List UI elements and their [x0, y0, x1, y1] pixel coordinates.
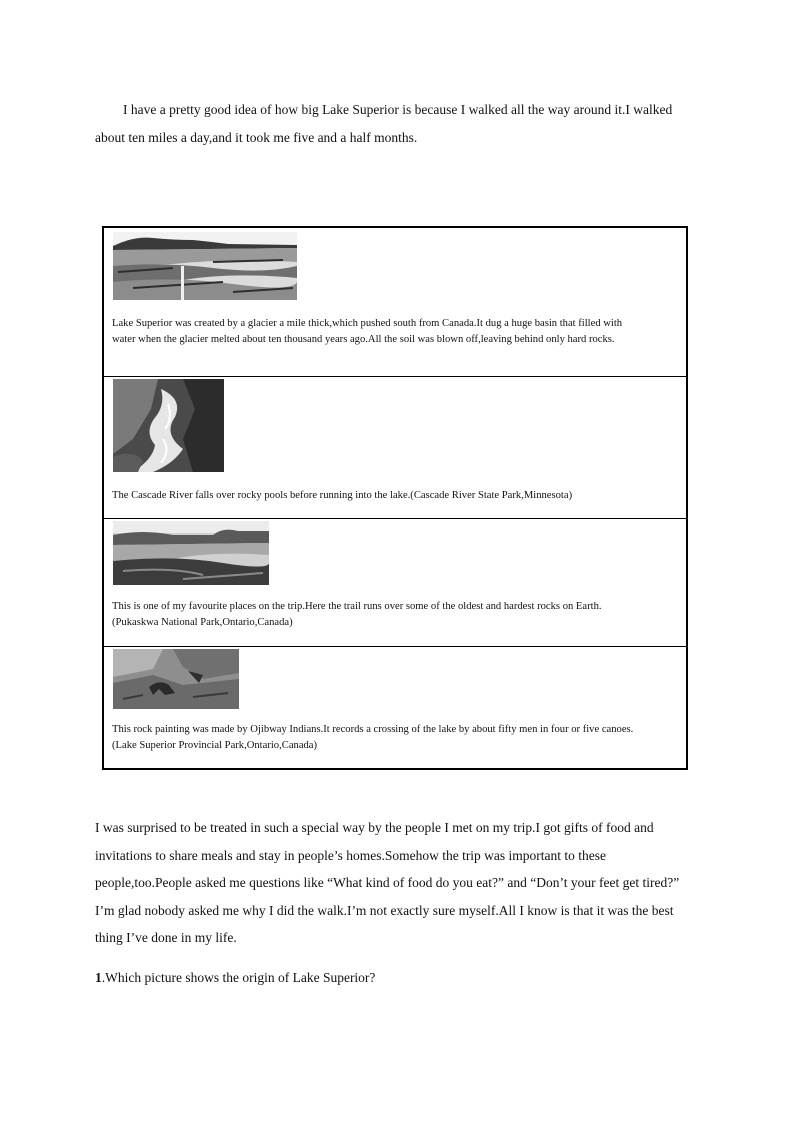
question-text: .Which picture shows the origin of Lake Superior?: [101, 970, 376, 985]
table-row: [104, 228, 686, 377]
glacier-rock-shore-photo: [113, 232, 297, 300]
question-number: 1: [95, 970, 102, 985]
table-row-caption: Lake Superior was created by a glacier a mile thick,which pushed south from Canada.It dug a huge basin that filled with water when the glacier melted about ten thousand years ago.All the soil was blown off,leaving behind only hard rocks.: [112, 318, 623, 345]
question-1: [95, 966, 700, 990]
rock-painting-photo: [113, 649, 239, 709]
table-row: [104, 519, 686, 647]
closing-paragraph: I was surprised to be treated in such a special way by the people I met on my trip.I got gifts of food and invitations to share meals and stay in people’s homes.Somehow the trip was important to these people,too.People asked me questions like “What kind of food do you eat?” and “Don’t your feet get tired?” I’m glad nobody asked me why I did the walk.I’m not exactly sure myself.All I know is that it was the best thing I’ve done in my life.: [95, 820, 680, 945]
intro-paragraph: I have a pretty good idea of how big Lake Superior is because I walked all the way around it.I walked about ten miles a day,and it took me five and a half months.: [95, 102, 673, 145]
table-row: [104, 377, 686, 519]
table-row-caption: This is one of my favourite places on the trip.Here the trail runs over some of the oldest and hardest rocks on Earth.(Pukaskwa National Park,Ontario,Canada): [112, 601, 602, 628]
cascade-river-waterfall-photo: [113, 379, 224, 472]
rocky-shore-trail-photo: [113, 521, 269, 585]
table-row-caption: This rock painting was made by Ojibway Indians.It records a crossing of the lake by about fifty men in four or five canoes.(Lake Superior Provincial Park,Ontario,Canada): [112, 724, 634, 751]
picture-caption-table: [102, 226, 688, 770]
table-row-caption: The Cascade River falls over rocky pools before running into the lake.(Cascade River State Park,Minnesota): [112, 490, 573, 501]
table-row: [104, 647, 686, 768]
